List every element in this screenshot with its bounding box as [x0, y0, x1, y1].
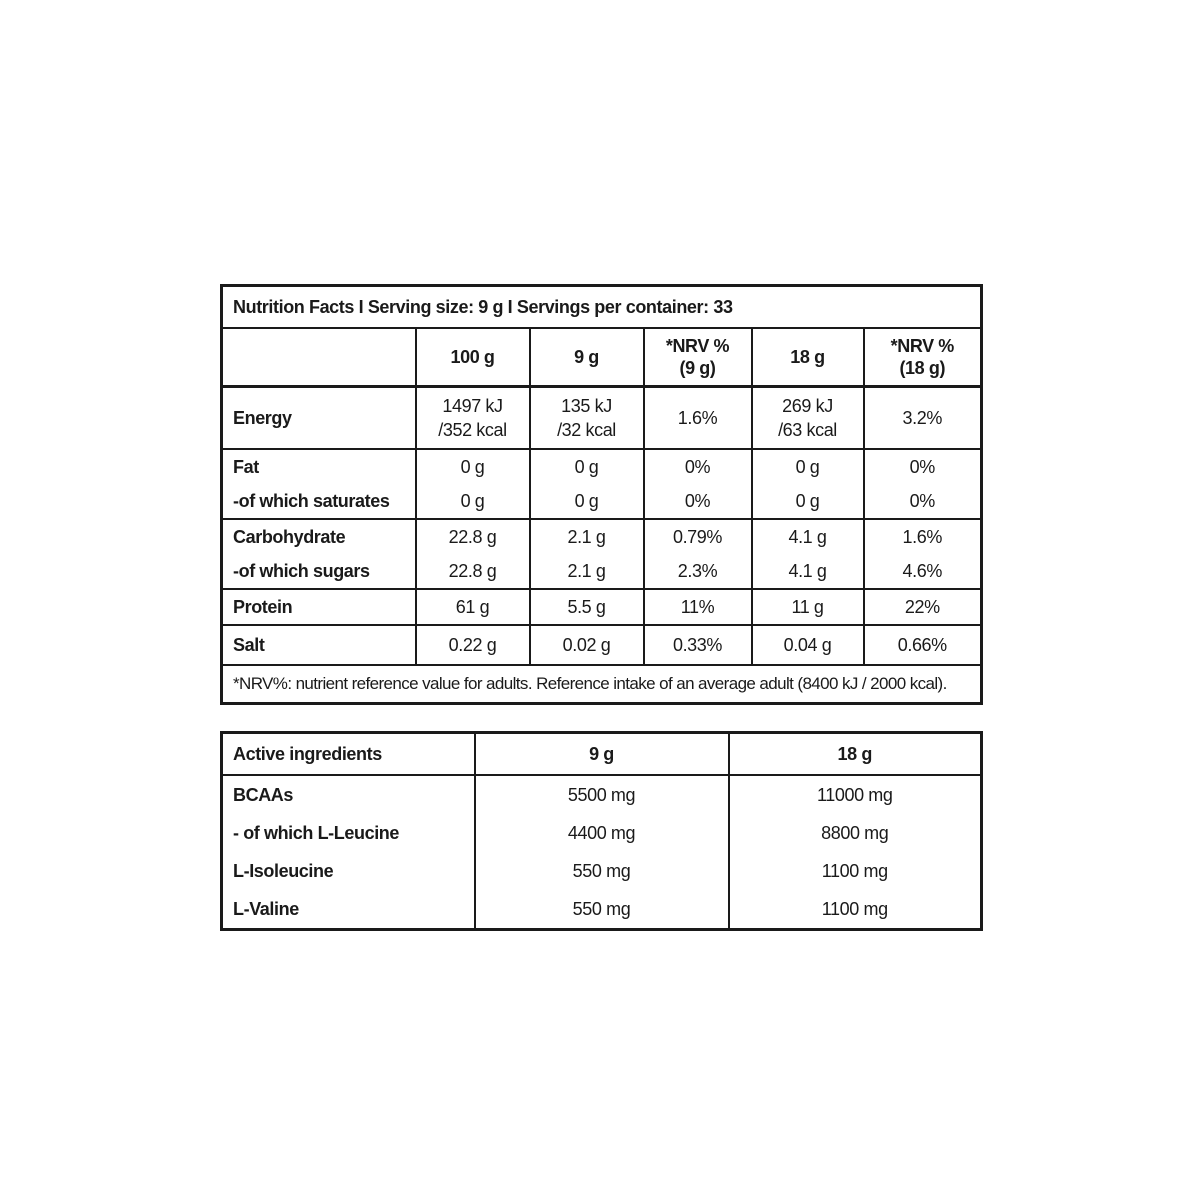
- header-blank: [222, 328, 416, 387]
- active-header-9g: 9 g: [475, 733, 729, 776]
- nutrient-value: 2.1 g: [530, 554, 644, 589]
- ingredient-value: 550 mg: [475, 852, 729, 890]
- active-row-isoleucine: [222, 852, 982, 890]
- active-header-title: Active ingredients: [222, 733, 475, 776]
- nutrient-value: 1.6%: [864, 519, 982, 554]
- ingredient-value: 11000 mg: [729, 775, 982, 814]
- nutrient-value: 4.6%: [864, 554, 982, 589]
- nutrient-row-salt: [222, 625, 982, 665]
- nutrient-value: 0%: [644, 484, 752, 519]
- nutrient-value: 4.1 g: [752, 554, 864, 589]
- nutrient-value: 2.1 g: [530, 519, 644, 554]
- nutrient-value: 0.04 g: [752, 625, 864, 665]
- nutrient-name: -of which sugars: [222, 554, 416, 589]
- nutrient-value: 0 g: [416, 449, 530, 484]
- nutrient-value: 0 g: [530, 449, 644, 484]
- nrv-footnote-row: [222, 665, 982, 704]
- nutrient-name: Carbohydrate: [233, 526, 346, 547]
- nutrient-value: 0 g: [416, 484, 530, 519]
- ingredient-value: 5500 mg: [475, 775, 729, 814]
- nutrient-value: 0%: [864, 449, 982, 484]
- ingredient-value: 550 mg: [475, 890, 729, 930]
- ingredient-name: BCAAs: [233, 784, 294, 805]
- nutrition-title-row: [222, 286, 982, 329]
- ingredient-value: 1100 mg: [729, 890, 982, 930]
- nutrient-row-fat: [222, 449, 982, 484]
- nutrient-value: 0.22 g: [416, 625, 530, 665]
- nutrient-value: 0.79%: [644, 519, 752, 554]
- nutrient-value: 22%: [864, 589, 982, 625]
- nutrient-name: Energy: [222, 387, 416, 450]
- nutrient-row-saturates: [222, 484, 982, 519]
- nutrition-facts-table: [220, 284, 983, 705]
- ingredient-value: 8800 mg: [729, 814, 982, 852]
- nutrient-value: 269 kJ /63 kcal: [752, 387, 864, 450]
- nutrient-value: 1497 kJ /352 kcal: [416, 387, 530, 450]
- nutrient-value: 0 g: [752, 449, 864, 484]
- active-ingredients-table: [220, 731, 983, 931]
- nutrient-value: 3.2%: [864, 387, 982, 450]
- nutrient-value: 0 g: [752, 484, 864, 519]
- active-header-18g: 18 g: [729, 733, 982, 776]
- active-row-valine: [222, 890, 982, 930]
- nutrient-row-sugars: [222, 554, 982, 589]
- nutrition-label: [220, 284, 980, 931]
- nutrient-value: 2.3%: [644, 554, 752, 589]
- nutrition-header-row: [222, 328, 982, 387]
- nutrient-value: 5.5 g: [530, 589, 644, 625]
- nutrient-value: 11%: [644, 589, 752, 625]
- active-header-row: [222, 733, 982, 776]
- header-9g: 9 g: [530, 328, 644, 387]
- nutrient-value: 22.8 g: [416, 554, 530, 589]
- nutrient-name: -of which saturates: [222, 484, 416, 519]
- active-row-bcaas: [222, 775, 982, 814]
- header-18g: 18 g: [752, 328, 864, 387]
- nutrient-value: 0%: [864, 484, 982, 519]
- ingredient-name: L-Valine: [233, 898, 299, 919]
- nrv-footnote: *NRV%: nutrient reference value for adults. Reference intake of an average adult (8400 kJ / 2000 kcal).: [222, 665, 982, 704]
- ingredient-name: L-Isoleucine: [233, 860, 334, 881]
- ingredient-name: - of which L-Leucine: [233, 822, 399, 843]
- nutrient-value: 4.1 g: [752, 519, 864, 554]
- nutrient-value: 61 g: [416, 589, 530, 625]
- serving-info: I Serving size: 9 g I Servings per container: 33: [354, 296, 733, 317]
- ingredient-value: 4400 mg: [475, 814, 729, 852]
- nutrient-value: 0.66%: [864, 625, 982, 665]
- nutrient-value: 11 g: [752, 589, 864, 625]
- active-row-leucine: [222, 814, 982, 852]
- nutrient-row-protein: [222, 589, 982, 625]
- nutrient-name: Salt: [233, 634, 265, 655]
- nutrition-title-cell: [222, 286, 982, 329]
- nutrient-row-energy: [222, 387, 982, 450]
- nutrient-value: 0.02 g: [530, 625, 644, 665]
- nutrient-row-carbohydrate: [222, 519, 982, 554]
- nutrient-value: 0 g: [530, 484, 644, 519]
- ingredient-value: 1100 mg: [729, 852, 982, 890]
- nutrient-value: 135 kJ /32 kcal: [530, 387, 644, 450]
- nutrition-title: Nutrition Facts: [233, 296, 355, 317]
- header-100g: 100 g: [416, 328, 530, 387]
- nutrient-value: 0%: [644, 449, 752, 484]
- nutrient-name: Fat: [233, 456, 259, 477]
- header-nrv-18g: *NRV % (18 g): [864, 328, 982, 387]
- nutrient-value: 1.6%: [644, 387, 752, 450]
- header-nrv-9g: *NRV % (9 g): [644, 328, 752, 387]
- nutrient-value: 0.33%: [644, 625, 752, 665]
- nutrient-value: 22.8 g: [416, 519, 530, 554]
- nutrient-name: Protein: [222, 589, 416, 625]
